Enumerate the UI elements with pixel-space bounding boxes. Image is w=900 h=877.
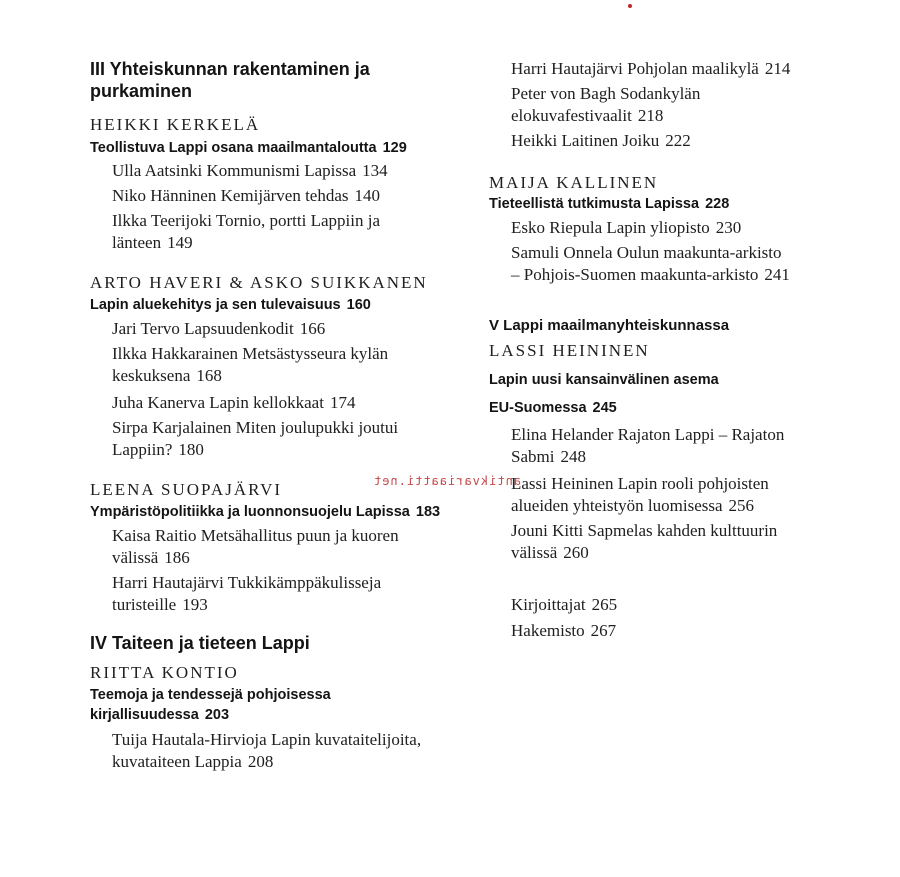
page-number: 256 [728, 496, 755, 515]
toc-entry[interactable]: Tuija Hautala-Hirvioja Lapin kuvataitelijoita, kuvataiteen Lappia 208 [112, 730, 422, 771]
chapter-title[interactable]: Teemoja ja tendessejä pohjoisessa kirjallisuudessa 203 [90, 687, 331, 723]
chapter-title[interactable]: Lapin aluekehitys ja sen tulevaisuus 160 [90, 297, 371, 313]
toc-entry[interactable]: Harri Hautajärvi Pohjolan maalikylä 214 [511, 59, 791, 78]
toc-entry[interactable]: Esko Riepula Lapin yliopisto 230 [511, 218, 742, 237]
page-number: 180 [178, 440, 204, 459]
page-number: 265 [591, 595, 618, 614]
toc-left-column [90, 58, 475, 773]
page-number: 134 [362, 161, 388, 180]
chapter-title[interactable]: Teollistuva Lappi osana maailmantaloutta 129 [90, 140, 407, 156]
toc-entry[interactable]: Juha Kanerva Lapin kellokkaat 174 [112, 393, 356, 412]
page-number: 129 [382, 140, 407, 156]
toc-entry[interactable]: Sirpa Karjalainen Miten joulupukki joutui Lappiin? 180 [112, 418, 399, 459]
page-number: 174 [329, 393, 356, 412]
page-number: 140 [354, 186, 381, 205]
toc-entry[interactable]: Jari Tervo Lapsuudenkodit 166 [112, 319, 326, 338]
page-number: 222 [665, 131, 691, 150]
toc-entry[interactable]: Ilkka Teerijoki Tornio, portti Lappiin ja länteen 149 [112, 211, 380, 252]
chapter-title[interactable]: Lapin uusi kansainvälinen asema EU-Suomessa 245 [489, 372, 719, 416]
watermark: antikvariaatti.net [373, 474, 522, 488]
toc-entry[interactable]: Samuli Onnela Oulun maakunta-arkisto – Pohjois-Suomen maakunta-arkisto 241 [511, 243, 790, 284]
page-number: 149 [167, 233, 193, 252]
page-number: 245 [592, 400, 617, 416]
part-4-title: IV Taiteen ja tieteen Lappi [90, 633, 310, 653]
section-back-matter [489, 594, 869, 642]
page-number: 160 [346, 297, 371, 313]
page-number: 267 [590, 621, 617, 640]
toc-entry[interactable]: Ilkka Hakkarainen Metsästysseura kylän keskuksena 168 [112, 344, 389, 385]
page-number: 193 [182, 595, 208, 614]
part-3-title: III Yhteiskunnan rakentaminen ja purkaminen [90, 59, 370, 101]
page-number: 208 [247, 752, 274, 771]
section-kontio [90, 662, 475, 773]
section-heininen [489, 340, 869, 564]
toc-entry[interactable]: Ulla Aatsinki Kommunismi Lapissa 134 [112, 161, 388, 180]
page-number: 186 [164, 548, 190, 567]
toc-entry[interactable]: Hakemisto 267 [511, 621, 617, 640]
page-number: 203 [204, 707, 230, 723]
page-number: 230 [715, 218, 742, 237]
author-heading: RIITTA KONTIO [90, 663, 239, 682]
author-heading: LASSI HEININEN [489, 341, 650, 360]
section-kallinen [489, 172, 869, 286]
author-heading: MAIJA KALLINEN [489, 173, 659, 192]
toc-entry[interactable]: Niko Hänninen Kemijärven tehdas 140 [112, 186, 381, 205]
page-number: 241 [764, 265, 790, 284]
author-heading: LEENA SUOPAJÄRVI [90, 480, 283, 499]
page-number: 260 [563, 543, 589, 562]
page-number: 228 [705, 196, 730, 212]
toc-entry[interactable]: Heikki Laitinen Joiku 222 [511, 131, 691, 150]
page-number: 218 [637, 106, 664, 125]
page-number: 183 [415, 504, 441, 520]
toc-entry[interactable]: Harri Hautajärvi Tukkikämppäkulisseja turisteille 193 [112, 573, 382, 614]
section-haveri [90, 272, 475, 461]
author-heading: HEIKKI KERKELÄ [90, 115, 261, 134]
part-5-title: V Lappi maailmanyhteiskunnassa [489, 317, 730, 334]
page-number: 214 [764, 59, 791, 78]
toc-entry[interactable]: Kaisa Raitio Metsähallitus puun ja kuoren välissä 186 [112, 526, 399, 567]
section-suopajarvi [90, 479, 475, 616]
red-dot-mark [628, 4, 632, 8]
toc-entry[interactable]: Peter von Bagh Sodankylän elokuvafestivaalit 218 [511, 84, 701, 125]
section-kerkela [90, 114, 475, 254]
toc-entry[interactable]: Lassi Heininen Lapin rooli pohjoisten alueiden yhteistyön luomisessa 256 [511, 474, 769, 515]
section-top-entries [489, 58, 869, 152]
chapter-title[interactable]: Ympäristöpolitiikka ja luonnonsuojelu Lapissa 183 [90, 504, 441, 520]
author-heading: ARTO HAVERI & ASKO SUIKKANEN [90, 273, 428, 292]
page-number: 248 [560, 447, 586, 466]
chapter-title[interactable]: Tieteellistä tutkimusta Lapissa 228 [489, 196, 730, 212]
page-number: 168 [196, 366, 222, 385]
page-number: 166 [299, 319, 326, 338]
toc-entry[interactable]: Kirjoittajat 265 [511, 595, 618, 614]
toc-entry[interactable]: Elina Helander Rajaton Lappi – Rajaton Sabmi 248 [511, 425, 785, 466]
toc-entry[interactable]: Jouni Kitti Sapmelas kahden kulttuurin välissä 260 [511, 521, 778, 562]
toc-right-column [489, 58, 869, 642]
